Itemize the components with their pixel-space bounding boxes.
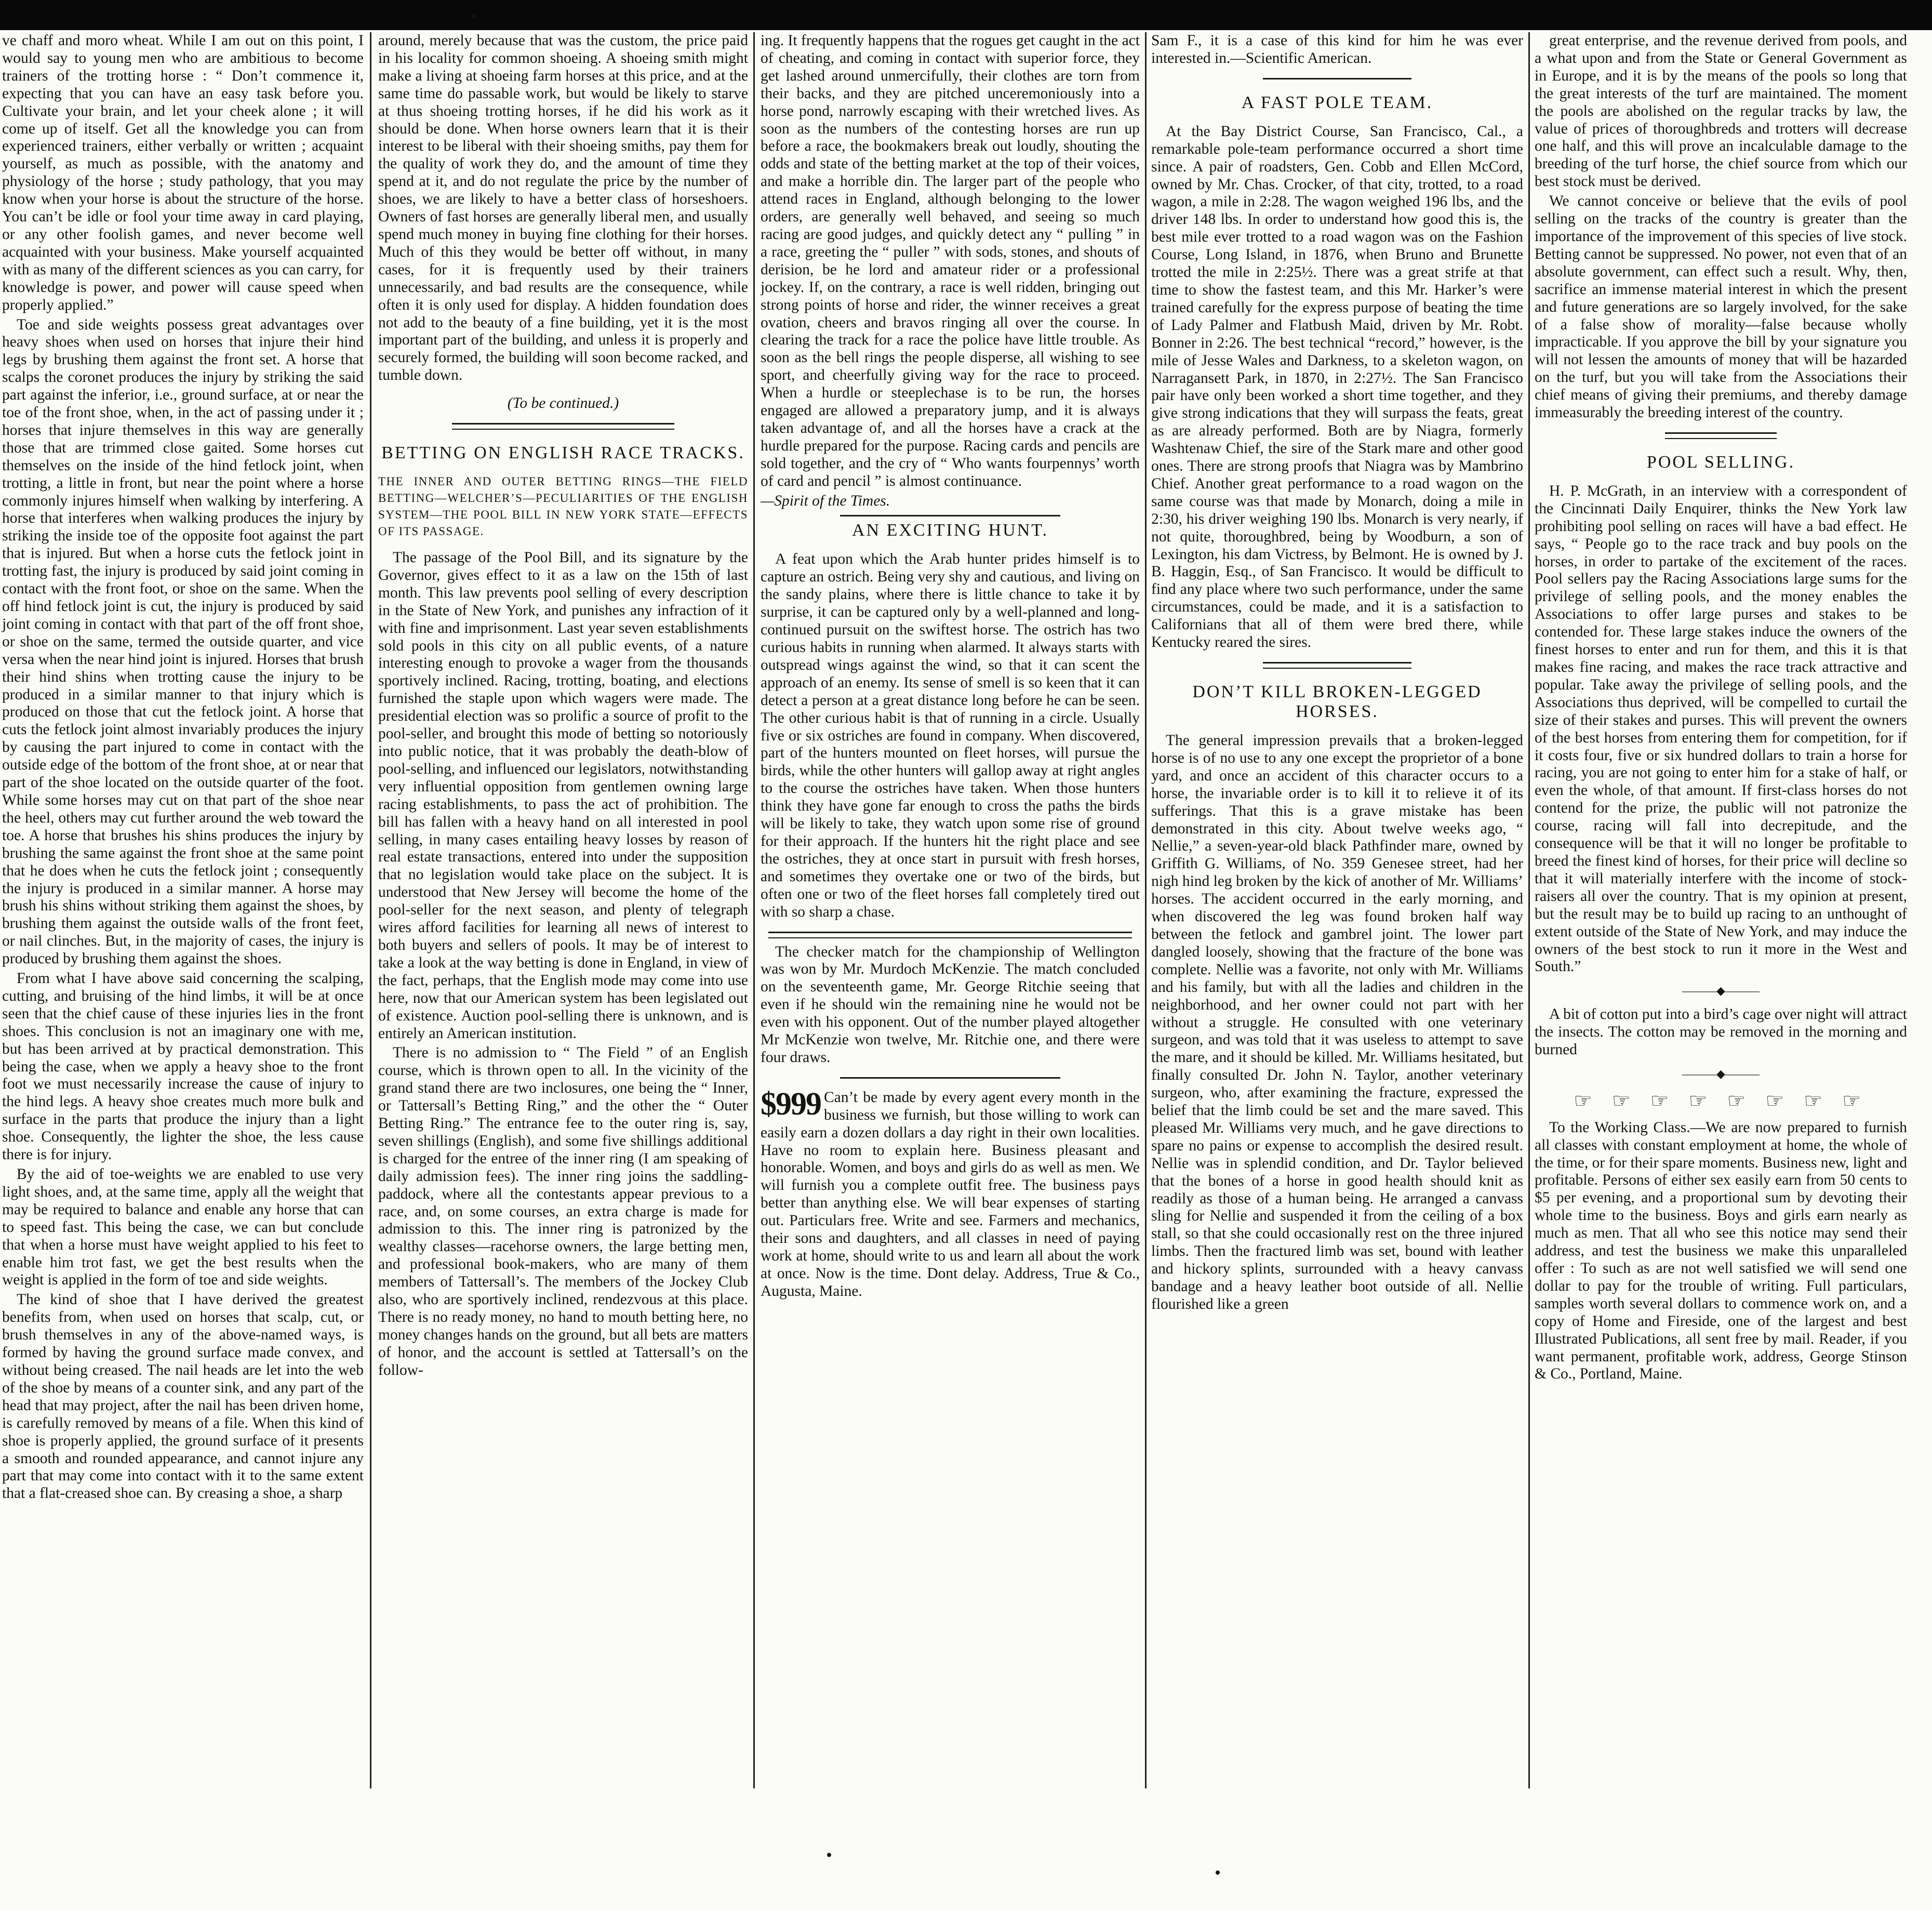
- column-rule: [753, 32, 755, 1788]
- ad-text: Can’t be made by every agent every month in the business we furnish, but those willing to work can easily earn a dozen dollars a day right in their own localities. Have no room to explain here. Business pleasant and honorable. Women, and boys and girls do as well as men. We will furnish you a complete outfit free. The business pays better than anything else. We will bear expenses of starting out. Particulars free. Write and see. Farmers and mechanics, their sons and daughters, and all classes in need of paying work at home, should write to us and learn all about the work at once. Now is the time. Dont delay. Address, True & Co., Augusta, Maine.: [761, 1089, 1140, 1299]
- paragraph: great enterprise, and the revenue derived from pools, and a what upon and from the State or General Government as in Europe, and it is by the means of the pools so long that the great interests of the turf are maintained. The moment the pools are abolished on the regular tracks by law, the value of prices of thoroughbreds and trotters will decrease one half, and this will prove an incalculable damage to the breeding of the turf horse, the chief source from which our best stock must be derived.: [1535, 32, 1907, 190]
- pointing-hands-icon: ☞ ☞ ☞ ☞ ☞ ☞ ☞ ☞: [1574, 1089, 1868, 1112]
- paragraph: Sam F., it is a case of this kind for him he was ever interested in.—Scientific American.: [1151, 32, 1523, 67]
- paragraph: ing. It frequently happens that the rogues get caught in the act of cheating, and coming in contact with superior force, they get lashed around unmercifully, their clothes are torn from their backs, and they are pitched unceremoniously into a horse pond, narrowly escaping with their wretched lives. As soon as the numbers of the contesting horses are run up before a race, the bookmakers break out loudly, shouting the odds and state of the betting market at the top of their voices, and make a horrible din. The larger part of the people who attend races in England, although belonging to the lower orders, are generally well behaved, and seeing so much racing are good judges, and quickly detect any “ pulling ” in a race, greeting the “ puller ” with sods, stones, and shouts of derision, be he lord and amateur rider or a professional jockey. If, on the contrary, a race is well ridden, bringing out strong points of horse and rider, the winner receives a great ovation, cheers and bravos ringing all over the course. In clearing the track for a race the police have little trouble. As soon as the bell rings the people disperse, all wishing to see sport, and cheerfully giving way for the race to proceed. When a hurdle or steeplechase is to be run, the horses engaged are allowed a preparatory jump, and it is always taken advantage of, and all the horses have a crack at the hurdle prepared for the purpose. Racing cards and pencils are sold together, and the cry of “ Who wants fourpennys’ worth of card and pencil ” is almost continuance.: [761, 32, 1140, 489]
- paragraph: ve chaff and moro wheat. While I am out on this point, I would say to young men who are ambitious to become trainers of the trotting horse : “ Don’t commence it, expecting that you can have an easy task before you. Cultivate your brain, and let your cheek alone ; it will come up of itself. Get all the knowledge you can from experienced trainers, either verbally or written ; acquaint yourself, as much as possible, with the anatomy and physiology of the horse ; study pathology, that you may know when your horse is about the structure of the horse. You can’t be idle or fool your time away in card playing, or any other foolish games, and never become well acquainted with your business. Make yourself acquainted with as many of the different sciences as you can carry, for knowledge is power, and power will cause speed when properly applied.”: [2, 32, 364, 313]
- column-1: [0, 32, 364, 1783]
- paragraph: A feat upon which the Arab hunter prides himself is to capture an ostrich. Being very shy and cautious, and living on the sandy plains, where there is little chance to take it by surprise, it can be captured only by a well-planned and long-continued pursuit on the swiftest horse. The ostrich has two curious habits in running when alarmed. It always starts with outspread wings against the wind, so that it can scent the approach of an enemy. Its sense of smell is so keen that it can detect a person at a great distance long before he can be seen. The other curious habit is that of running in a circle. Usually five or six ostriches are found in company. When discovered, part of the hunters mounted on fleet horses, will pursue the birds, while the other hunters will gallop away at right angles to the course the ostriches have taken. When those hunters think they have gone far enough to cross the paths the birds will be likely to take, they watch upon some rise of ground for their approach. If the hunters hit the right place and see the ostriches, they at once start in pursuit with fresh horses, and sometimes they overtake one or two of the birds, but often one or two of the fleet horses fall completely tired out with so sharp a chase.: [761, 551, 1140, 920]
- ornament-rule: ———◆———: [1682, 1067, 1760, 1080]
- heading-pool-selling: POOL SELLING.: [1646, 452, 1795, 472]
- paragraph: H. P. McGrath, in an interview with a correspondent of the Cincinnati Daily Enquirer, thinks the New York law prohibiting pool selling on races will have a bad effect. He says, “ People go to the race track and buy pools on the horses, in order to partake of the excitement of the races. Pool sellers pay the Racing Associations large sums for the privilege of selling pools, and the money enables the Associations to offer large purses and stakes to be contended for. These large stakes induce the owners of the finest horses to enter and run for them, and this it is that makes fine racing, and makes the race track attractive and popular. Take away the privilege of selling pools, and the Associations thus deprived, will be compelled to curtail the size of their stakes and purses. This will prevent the owners of the best horses from entering them for competition, for if it costs four, five or six hundred dollars to train a horse for racing, you are not going to enter him for a stake of half, or even the whole, of that amount. If first-class horses do not contend for the prize, the public will not patronize the course, racing will fall into decrepitude, and the consequence will be that it will no longer be profitable to breed the finest kind of horses, for their price will decline so that it will materially interfere with the income of stock-raisers all over the country. That is my opinion at present, but the result may be to build up racing to an unthought of extent outside of the State of New York, and may induce the owners of the best stock to run it more in the West and South.”: [1535, 482, 1907, 975]
- column-rule: [370, 32, 371, 1788]
- paragraph: There is no admission to “ The Field ” of an English course, which is thrown open to all. In the vicinity of the grand stand there are two inclosures, one being the “ Inner, or Tattersall’s Betting Ring,” and the other the “ Outer Betting Ring.” The entrance fee to the outer ring is, say, seven shillings (English), and some five shillings additional is charged for the entree of the inner ring (I am speaking of daily admission fees). The inner ring joins the saddling-paddock, where all the contestants appear previous to a race, and, on some courses, an extra charge is made for admission to this. The inner ring is patronized by the wealthy classes—racehorse owners, the large betting men, and professional book-makers, who are many of them members of Tattersall’s. The members of the Jockey Club also, who are sportively inclined, rendezvous at this place. There is no ready money, no hand to mouth betting here, no money changes hands on the ground, but all bets are matters of honor, and the account is settled at Tattersall’s on the follow-: [378, 1044, 748, 1378]
- column-rule: [1145, 32, 1147, 1788]
- working-class-ad: To the Working Class.—We are now prepared to furnish all classes with constant employment at home, the whole of the time, or for their spare moments. Business new, light and profitable. Persons of either sex easily earn from 50 cents to $5 per evening, and a proportional sum by devoting their whole time to the business. Boys and girls earn nearly as much as men. That all who see this notice may send their address, and test the business we make this unparalleled offer : To such as are not well satisfied we will send one dollar to pay for the trouble of writing. Full particulars, samples worth several dollars to commence work on, and a copy of Home and Fireside, one of the largest and best Illustrated Publications, all sent free by mail. Reader, if you want permanent, profitable work, address, George Stinson & Co., Portland, Maine.: [1535, 1119, 1907, 1383]
- page-dot: [827, 1853, 831, 1857]
- subheading-betting: THE INNER AND OUTER BETTING RINGS—THE FIELD BETTING—WELCHER’S—PECULIARITIES OF THE ENGLISH SYSTEM—THE POOL BILL IN NEW YORK STATE—EFFECTS OF ITS PASSAGE.: [378, 475, 748, 538]
- paragraph: The kind of shoe that I have derived the greatest benefits from, when used on horses that scalp, cut, or brush themselves in any of the above-named ways, is formed by having the ground surface made convex, and without being creased. The nail heads are let into the web of the shoe by means of a counter sink, and any part of the head that may project, after the nail has been driven home, is carefully removed by means of a file. When this kind of shoe is properly applied, the ground surface of it presents a smooth and rounded appearance, and cannot injure any part that may come into contact with it to the same extent that a flat-creased shoe can. By creasing a shoe, a sharp: [2, 1291, 364, 1502]
- section-rule: [768, 932, 1132, 938]
- heading-exciting-hunt: AN EXCITING HUNT.: [851, 521, 1049, 540]
- page-dot: [1216, 1871, 1220, 1875]
- ad-dollar-amount: $999: [761, 1086, 821, 1122]
- section-rule: [1665, 432, 1777, 439]
- paragraph: At the Bay District Course, San Francisco, Cal., a remarkable pole-team performance occurred a short time since. A pair of roadsters, Gen. Cobb and Ellen McCord, owned by Mr. Chas. Crocker, of that city, trotted, to a road wagon, a mile in 2:28. The wagon weighed 196 lbs, and the driver 148 lbs. In order to understand how good this is, the best mile ever trotted to a road wagon was on the Fashion Course, Long Island, in 1876, when Bruno and Brunette trotted the mile in 2:25½. There was a great strife at that time to show the fastest team, and this Mr. Harker’s were trained carefully for the express purpose of beating the time of Lady Palmer and Flatbush Maid, driven by Mr. Robt. Bonner in 2:26. The best technical “record,” however, is the mile of Jesse Wales and Darkness, to a skeleton wagon, on Narragansett Park, in 1870, in 2:27½. The San Francisco pair have only been worked a short time together, and they give strong indications that they will surpass the feats, great as are already performed. Both are by Niagra, formerly Washtenaw Chief, the sire of the Stark mare and other good ones. There are strong proofs that Niagra was by Mambrino Chief. Another great performance to a road wagon on the same course was that made by Monarch, doing a mile in 2:30, his driver weighing 190 lbs. Monarch is very nearly, if not quite, thoroughbred, being by Woodburn, a son of Lexington, his dam Victress, by Belmont. He is owned by J. B. Haggin, Esq., of San Francisco. It would be difficult to find any place where two such performance, under the same circumstances, could be made, and it is a satisfaction to Californians that all of them were bred there, while Kentucky reared the sires.: [1151, 123, 1523, 651]
- paragraph: We cannot conceive or believe that the evils of pool selling on the tracks of the country is greater than the importance of the improvement of this species of live stock. Betting cannot be suppressed. No power, not even that of an absolute government, can effect such a result. Why, then, sacrifice an immense material interest in which the present and future generations are so largely involved, for the sake of a false show of morality—false because wholly impracticable. If you approve the bill by your signature you will not lessen the amounts of money that will be hazarded on the turf, but you will take from the Associations their chief means of giving their premiums, and thereby damage immeasurably the breeding interest of the country.: [1535, 193, 1907, 421]
- page-dot: [472, 15, 476, 19]
- paragraph: The general impression prevails that a broken-legged horse is of no use to any one except the proprietor of a bone yard, and once an accident of this character occurs to a horse, the invariable order is to kill it to relieve it of its sufferings. That this is a grave mistake has been demonstrated in this city. About twelve weeks ago, “ Nellie,” a seven-year-old black Pathfinder mare, owned by Griffith G. Williams, of No. 359 Genesee street, had her nigh hind leg broken by the kick of another of Mr. Williams’ horses. The accident occurred in the early morning, and when discovered the leg was found broken half way between the fetlock and gambrel joint. The lower part dangled loosely, showing that the fracture of the bone was complete. Nellie was a favorite, not only with Mr. Williams and his family, but with all the ladies and children in the neighborhood, and her owner could not part with her without a struggle. He consulted with one veterinary surgeon, and was told that it was useless to attempt to save the mare, and it should be killed. Mr. Williams hesitated, but finally consulted Dr. John N. Taylor, another veterinary surgeon, who, after examining the fracture, expressed the belief that the limb could be set and the mare saved. This pleased Mr. Williams very much, and he gave directions to spare no pains or expense to accomplish the desired result. Nellie was in splendid condition, and Dr. Taylor believed that the bones of a horse in good health should knit as readily as those of a human being. He arranged a canvass sling for Nellie and suspended it from the ceiling of a box stall, so that she could occasionally rest on the three injured limbs. Then the fractured limb was set, bound with leather and hickory splints, surrounded with a heavy canvass bandage and a heavy leather boot outside of all. Nellie flourished like a green: [1151, 732, 1523, 1312]
- section-rule: [1263, 662, 1411, 669]
- paragraph: By the aid of toe-weights we are enabled to use very light shoes, and, at the same time, apply all the weight that may be required to balance and enable any horse that can to speed fast. This being the case, we can but conclude that when a horse must have weight applied to his feet to enable him trot fast, we get the best results when the weight is applied in the form of toe and side weights.: [2, 1166, 364, 1289]
- advertisement: [761, 1086, 1140, 1301]
- paragraph: around, merely because that was the custom, the price paid in his locality for common shoeing. A shoeing smith might make a living at shoeing farm horses at this price, and at the same time do passable work, but would be likely to starve at thus shoeing trotting horses, if he did his work as it should be done. When horse owners learn that it is their interest to be liberal with their shoeing smiths, pay them for the quality of work they do, and the amount of time they spend at it, and do not regulate the price by the number of shoes, we are likely to have a better class of horseshoers. Owners of fast horses are generally liberal men, and usually spend much money in buying fine clothing for their horses. Much of this they would be better off without, in many cases, for it is frequently used by their trainers unnecessarily, and bad results are the consequence, while often it is only used for display. A hidden foundation does not add to the beauty of a fine building, yet it is the most important part of the building, and unless it is properly and securely formed, the building will soon become racked, and tumble down.: [378, 32, 748, 384]
- paragraph: The passage of the Pool Bill, and its signature by the Governor, gives effect to it as a law on the 15th of last month. This law prevents pool selling of every description in the State of New York, and punishes any infraction of it with fine and imprisonment. Last year seven establishments sold pools in this city on all public events, of a nature interesting enough to provoke a wager from the thousands sportively inclined. Racing, trotting, boating, and elections furnished the staple upon which wagers were made. The presidential election was so prolific a source of profit to the pool-seller, and brought this mode of betting so notoriously into public notice, that it was probably the death-blow of pool-selling, and influenced our legislators, notwithstanding very influential opposition from gentlemen owning large racing establishments, to pass the act of prohibition. The bill has fallen with a heavy hand on all interested in pool selling, in many cases entailing heavy losses by reason of real estate transactions, entered into under the supposition that no legislation would take place on the subject. It is understood that New Jersey will become the home of the pool-seller for the next season, and plenty of telegraph wires afford facilities for learning all news of interest to both buyers and sellers of pools. It may be of interest to take a look at the way betting is done in England, in view of the fact, perhaps, that the English mode may come into use here, now that our American system has been legislated out of existence. Auction pool-selling there is unknown, and is entirely an American institution.: [378, 549, 748, 1042]
- checker-paragraph: The checker match for the championship of Wellington was won by Mr. Murdoch McKenzie. The match concluded on the seventeenth game, Mr. George Ritchie seeing that even if he should win the remaining nine he would not be even with his opponent. Out of the number played altogether Mr McKenzie won twelve, Mr. Ritchie one, and there were four draws.: [761, 943, 1140, 1066]
- heading-broken-legged: DON’T KILL BROKEN-LEGGED HORSES.: [1192, 682, 1482, 721]
- section-rule: [1263, 78, 1411, 79]
- section-rule: [840, 515, 1060, 516]
- heading-fast-pole-team: A FAST POLE TEAM.: [1241, 92, 1433, 112]
- section-rule: [840, 1077, 1060, 1079]
- column-5: [1535, 32, 1907, 1783]
- column-3: [761, 32, 1140, 1783]
- section-rule: [452, 423, 674, 430]
- top-border: [0, 0, 1932, 30]
- column-2: [378, 32, 748, 1783]
- paragraph: Toe and side weights possess great advantages over heavy shoes when used on horses that injure their hind legs by brushing them against the front set. A horse that scalps the coronet produces the injury by striking the said part against the inferior, i.e., ground surface, at or near the toe of the front shoe, when, in the act of passing under it ; horses that injure themselves in this way are generally those that are trimmed close gaited. Some horses cut themselves on the inside of the hind fetlock joint, when trotting, a little in front, but near the point where a horse commonly injures himself when walking by interfering. A horse that interferes when walking produces the injury by striking the inside toe of the opposite foot against the part that is injured. But when a horse cuts the fetlock joint in trotting fast, the injury is produced by said joint coming in contact with the front foot, or shoe on the same. When the off hind fetlock joint is cut, the injury is produced by said joint coming in contact with that part of the off front shoe, or shoe on the same, termed the outside quarter, and vice versa when the near hind joint is injured. Horses that brush their hind shins when trotting cause the injury to be produced in a similar manner to that injury which is produced on those that cut the fetlock joint. A horse that cuts the fetlock joint almost invariably produces the injury by causing the part injured to come in contact with the outside edge of the bottom of the front shoe, at or near that part of the shoe located on the outside quarter of the foot. While some horses may cut on that part of the shoe near the heel, others may cut further around the web toward the toe. A horse that brushes his shins produces the injury by brushing the same against the front shoe at the same point that he does when he cuts the fetlock joint ; consequently the injury is produced in a similar manner. A horse may brush his shins without striking them against the shoes, by brushing them against the outside walls of the front feet, or nail clinches. But, in the majority of cases, the injury is produced by brushing them against the shoes.: [2, 316, 364, 967]
- to-be-continued: (To be continued.): [507, 395, 619, 412]
- heading-betting: BETTING ON ENGLISH RACE TRACKS.: [381, 443, 745, 463]
- paragraph: From what I have above said concerning the scalping, cutting, and bruising of the hind limbs, it will be at once seen that the chief cause of these injuries lies in the front shoes. This conclusion is not an imaginary one with me, but has been arrived at by practical demonstration. This being the case, when we apply a heavy shoe to the front foot we must necessarily increase the cause of injury to the hind legs. A heavy shoe creates much more bulk and surface in the parts that produce the injury than a light shoe. Consequently, the lighter the shoe, the less cause there is for injury.: [2, 970, 364, 1163]
- column-rule: [1528, 32, 1530, 1788]
- ornament-rule: ———◆———: [1682, 984, 1760, 998]
- column-4: [1151, 32, 1523, 1783]
- cotton-paragraph: A bit of cotton put into a bird’s cage over night will attract the insects. The cotton may be removed in the morning and burned: [1535, 1006, 1907, 1058]
- credit-line: —Spirit of the Times.: [761, 492, 890, 509]
